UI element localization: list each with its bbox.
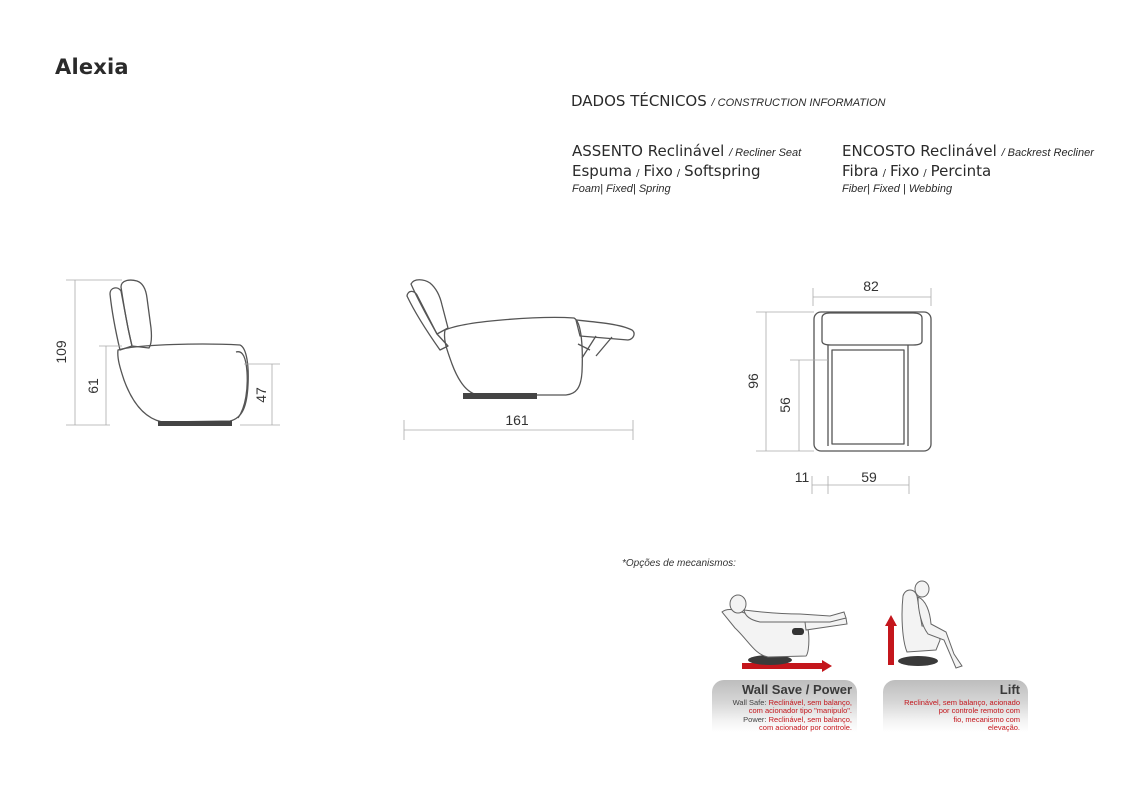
- dim-11-label: 11: [794, 469, 810, 485]
- power-label: Power:: [743, 714, 767, 724]
- top-dimensions: [756, 288, 931, 494]
- side-base: [158, 421, 232, 426]
- side-back-cushion: [110, 288, 132, 350]
- dim-61-label: 61: [85, 378, 101, 394]
- wall-safe-text-2: com acionador tipo "manipulo".: [748, 706, 852, 716]
- power-text-1: Reclinável, sem balanço,: [768, 714, 852, 724]
- lift-card: [883, 680, 1028, 732]
- backrest-label-en: / Backrest Recliner: [1001, 147, 1094, 159]
- back-sep: /: [882, 168, 886, 179]
- lift-base: [898, 656, 938, 666]
- lift-title: Lift: [999, 682, 1020, 697]
- wall-safe-label: Wall Safe:: [732, 698, 767, 707]
- top-view: [814, 312, 931, 451]
- dim-56-label: 56: [777, 397, 793, 413]
- wall-save-illustration: [722, 595, 847, 672]
- reclined-body: [444, 318, 582, 396]
- wall-save-remote-icon: [792, 628, 804, 635]
- dim-109-label: 109: [53, 340, 69, 364]
- power-text-2: com acionador por controle.: [759, 723, 852, 733]
- top-seat: [832, 350, 904, 444]
- back-sep: /: [923, 168, 927, 179]
- wall-safe-text-1: Reclinável, sem balanço,: [768, 698, 852, 707]
- back-opt-fiber: Fibra: [842, 162, 879, 180]
- top-back-cushion: [822, 313, 922, 345]
- dim-82-label: 82: [863, 278, 879, 294]
- seat-sep: /: [636, 168, 640, 179]
- side-arm-front: [236, 352, 247, 418]
- seat-opt-spring: Softspring: [684, 162, 761, 180]
- reclined-mechanism: [578, 336, 612, 358]
- backrest-label: ENCOSTO Reclinável: [842, 142, 997, 160]
- technical-heading-pt: DADOS TÉCNICOS: [571, 92, 707, 110]
- reclined-headrest: [411, 280, 448, 334]
- lift-text-4: elevação.: [987, 723, 1020, 733]
- reclined-base: [463, 393, 537, 399]
- product-title: Alexia: [55, 55, 129, 79]
- wall-save-title: Wall Save / Power: [741, 682, 852, 697]
- side-view: [110, 280, 248, 426]
- side-dimensions: [66, 280, 280, 425]
- lift-description: [904, 699, 1020, 733]
- back-opt-fixed: Fixo: [889, 162, 920, 180]
- backrest-options-en: Fiber| Fixed | Webbing: [842, 183, 953, 195]
- seat-label: ASSENTO Reclinável: [572, 142, 725, 160]
- seat-label-en: / Recliner Seat: [729, 147, 802, 159]
- wall-save-person-body: [744, 610, 846, 622]
- lift-arrow-icon: [885, 615, 897, 665]
- back-opt-webbing: Percinta: [930, 162, 992, 180]
- lift-illustration: [885, 581, 962, 668]
- reclined-footrest: [576, 320, 634, 340]
- seat-options-en: Foam| Fixed| Spring: [572, 183, 671, 195]
- wall-save-card: [712, 680, 857, 732]
- seat-sep: /: [676, 168, 681, 179]
- dim-96-label: 96: [745, 373, 761, 389]
- reclined-view: [407, 280, 634, 399]
- dim-59-label: 59: [861, 469, 877, 485]
- lift-text-1: Reclinável, sem balanço, acionado: [904, 698, 1020, 707]
- technical-heading-en: / CONSTRUCTION INFORMATION: [711, 97, 886, 109]
- dim-47-label: 47: [253, 387, 269, 403]
- reclined-back: [407, 291, 448, 350]
- seat-opt-fixed: Fixo: [643, 162, 673, 180]
- dim-161-label: 161: [505, 412, 529, 428]
- wall-save-description: [733, 699, 852, 733]
- lift-person-head: [915, 581, 929, 597]
- lift-text-3: fio, mecanismo com: [953, 714, 1020, 724]
- lift-text-2: por controle remoto com: [938, 706, 1020, 716]
- mechanisms-note: *Opções de mecanismos:: [622, 558, 736, 569]
- side-body: [118, 344, 248, 422]
- seat-opt-foam: Espuma: [572, 162, 633, 180]
